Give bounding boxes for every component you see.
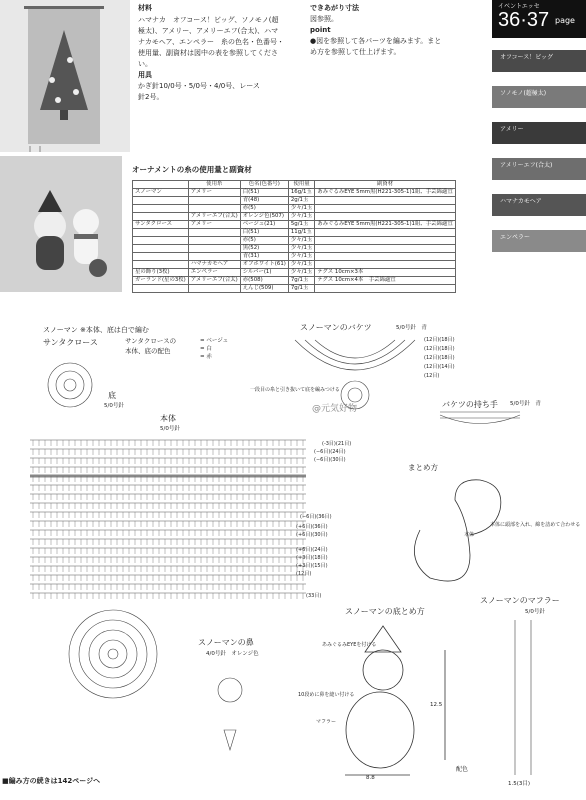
table-cell: 5g/1玉 [288, 221, 314, 229]
finish-heading: できあがり寸法 [310, 4, 359, 12]
yarn-swatch-label: エンペラー [500, 234, 531, 241]
table-cell: アメリーエフ(合太) [188, 213, 240, 221]
row-mark: (-3目)(21目) [322, 441, 352, 447]
table-header-cell: 副資材 [315, 181, 455, 189]
body-hook: 5/0号針 [160, 426, 180, 432]
bucket-mark: (12目)(18目) [424, 346, 455, 352]
table-header-cell: 使用量 [288, 181, 314, 189]
legend-beige: = ベージュ [200, 338, 229, 344]
row-mark: (+3目)(15目) [296, 563, 328, 569]
bottom-label: 底 [108, 391, 116, 400]
nose-note: 10段めに鼻を縫い付ける [298, 692, 355, 698]
bottom-large-chart [69, 610, 157, 698]
bucket-mark: (12目)(18目) [424, 355, 455, 361]
table-cell: 赤(5) [240, 205, 288, 213]
scarf-chart [515, 620, 531, 775]
dim-15: 1.5(3目) [508, 781, 531, 787]
nose-chart [218, 678, 242, 750]
bucket-label: スノーマンのバケツ [300, 323, 372, 332]
table-cell: 少々/1玉 [288, 269, 314, 277]
table-cell: えんじ(509) [240, 285, 288, 293]
page-tag: イベントエッセ [498, 3, 540, 10]
table-cell: 少々/1玉 [288, 237, 314, 245]
legend-white: = 白 [200, 346, 212, 352]
row-mark: (+6目)(30目) [296, 532, 328, 538]
assembly-label: まとめ方 [408, 463, 438, 472]
tools-line: 針2号。 [138, 93, 164, 101]
materials-heading: 材料 [138, 4, 152, 12]
dim-125: 12.5 [430, 702, 443, 708]
bucket-mark: (12目)(18目) [424, 337, 455, 343]
point-heading: point [310, 26, 331, 34]
materials-line: 使用量、副資材は図中の表を参照してくださ [138, 49, 278, 57]
table-header-cell: 使用糸 [188, 181, 240, 189]
color-legend: 配色 [456, 766, 469, 773]
table-cell: 少々/1玉 [288, 213, 314, 221]
handle-chart [440, 412, 520, 424]
handle-hook: 5/0号針 青 [510, 401, 541, 407]
yarn-swatch-label: ハマナカモヘア [500, 198, 542, 205]
table-cell: 青(48) [240, 197, 288, 205]
bucket-mark: (12目) [424, 373, 440, 379]
row-mark: (−6目)(30目) [314, 457, 346, 463]
yarn-swatch-label: アメリー [500, 126, 524, 133]
tools-line: かぎ針10/0号・5/0号・4/0号、レース [138, 82, 260, 90]
bottom-hook: 5/0号針 [104, 403, 124, 409]
finish-body: 図参照。 [310, 15, 338, 23]
table-cell: 7g/1玉 [288, 277, 314, 285]
table-cell: 7g/1玉 [288, 285, 314, 293]
materials-line: い。 [138, 60, 152, 68]
table-header-cell: 色名(色番号) [240, 181, 288, 189]
dim-88: 8.8 [366, 775, 375, 781]
row-mark: (+6目)(24目) [296, 547, 328, 553]
table-cell: 11g/1玉 [288, 229, 314, 237]
bucket-chart [295, 340, 415, 409]
body-label: 本体 [160, 414, 176, 423]
bucket-mark: (12目)(14目) [424, 364, 455, 370]
table-cell: アメリー [188, 221, 240, 229]
table-cell: ベージュ(21) [240, 221, 288, 229]
table-cell: ガーランド(星の3枚) [133, 277, 189, 285]
bucket-note: 一段目の糸と引き抜いて底を編みつける [250, 387, 340, 393]
body-grid [30, 440, 306, 599]
table-cell: 少々/1玉 [288, 261, 314, 269]
scarf-hook: 5/0号針 [525, 609, 545, 615]
table-cell: アメリー [188, 189, 240, 197]
row-mark: (+6目)(36目) [296, 524, 328, 530]
table-cell: アメリーエフ(合太) [188, 277, 240, 285]
snowman-assembly-label: スノーマンの底とめ方 [345, 607, 425, 616]
assembly-hook: 本体 [464, 532, 475, 538]
handle-label: バケツの持ち手 [442, 400, 498, 409]
table-cell: サンタクロース [133, 221, 189, 229]
table-cell: シルバー(1) [240, 269, 288, 277]
table-title: オーナメントの糸の使用量と副資材 [132, 165, 252, 174]
yarn-swatch-label: アメリーエフ(合太) [500, 162, 553, 169]
table-cell: あみぐるみEYE 5mm黒(H221-305-1)1組、手芸綿適宜 [315, 221, 455, 229]
table-cell: テグス 10cm×4本 手芸綿適宜 [315, 277, 455, 285]
table-cell: 星の飾り(3枚) [133, 269, 189, 277]
point-line: め方を参照して仕上げます。 [310, 48, 401, 56]
yarn-swatch-label: ソノモノ(超極太) [500, 90, 547, 97]
page-suffix: page [555, 16, 575, 25]
row-mark: (−6目)(24目) [314, 449, 346, 455]
row-mark: (−6目)(36目) [300, 514, 332, 520]
row-mark: (12目) [296, 571, 312, 577]
table-cell: 赤(508) [240, 277, 288, 285]
nose-label: スノーマンの鼻 [198, 638, 254, 647]
table-cell: 2g/1玉 [288, 197, 314, 205]
table-cell: 黒(52) [240, 245, 288, 253]
watermark: @元気好物 [312, 404, 358, 414]
santa-label: サンタクロース [43, 338, 98, 347]
table-cell: スノーマン [133, 189, 189, 197]
materials-line: ナカモヘア、エンペラー 糸の色名・色番号・ [138, 38, 284, 46]
muffler-label: マフラー [316, 719, 337, 725]
eye-note: あみぐるみEYEを付ける [322, 642, 377, 648]
table-cell: 少々/1玉 [288, 205, 314, 213]
scarf-label: スノーマンのマフラー [480, 596, 560, 605]
assembly-figure [414, 480, 500, 581]
table-cell: 16g/1玉 [288, 189, 314, 197]
row-mark: (33目) [306, 593, 322, 599]
table-cell: エンペラー [188, 269, 240, 277]
bottom-chart [48, 363, 92, 407]
page-numbers: 36·37 [498, 9, 550, 31]
legend-red: = 赤 [200, 354, 212, 360]
tools-heading: 用具 [138, 71, 152, 79]
table-cell: ハマナカモヘア [188, 261, 240, 269]
table-cell: 白(51) [240, 229, 288, 237]
yarn-swatch-label: オフコース！ビッグ [500, 54, 553, 61]
assembly-note: 本体に頭部を入れ、綿を詰めて合わせる [490, 522, 581, 528]
table-cell: あみぐるみEYE 5mm黒(H221-305-1)1組、手芸綿適宜 [315, 189, 455, 197]
snowman-note: スノーマン ※本体、底は白で編む [43, 326, 149, 334]
snowman-figure [345, 626, 445, 775]
table-cell: 赤(5) [240, 237, 288, 245]
bucket-hook: 5/0号針 青 [396, 325, 427, 331]
table-cell: オフホワイト(61) [240, 261, 288, 269]
table-cell: テグス 10cm×3本 [315, 269, 455, 277]
continued-note: ■編み方の続きは142ページへ [2, 777, 101, 785]
point-line: ●図を参照して各パーツを編みます。まと [310, 37, 442, 45]
nose-hook: 4/0号針 オレンジ色 [206, 651, 259, 657]
table-cell: 白(51) [240, 189, 288, 197]
table-cell: 少々/1玉 [288, 253, 314, 261]
materials-line: ハマナカ オフコース！ビッグ、ソノモノ(超 [138, 16, 279, 24]
table-cell: オレンジ色(507) [240, 213, 288, 221]
materials-line: 極太)、アメリー、アメリーエフ(合太)、ハマ [138, 27, 279, 35]
row-mark: (+3目)(18目) [296, 555, 328, 561]
table-cell: 少々/1玉 [288, 245, 314, 253]
table-cell: 青(31) [240, 253, 288, 261]
santa-note1: サンタクロースの [125, 337, 177, 345]
santa-note2: 本体、底の配色 [125, 347, 171, 355]
